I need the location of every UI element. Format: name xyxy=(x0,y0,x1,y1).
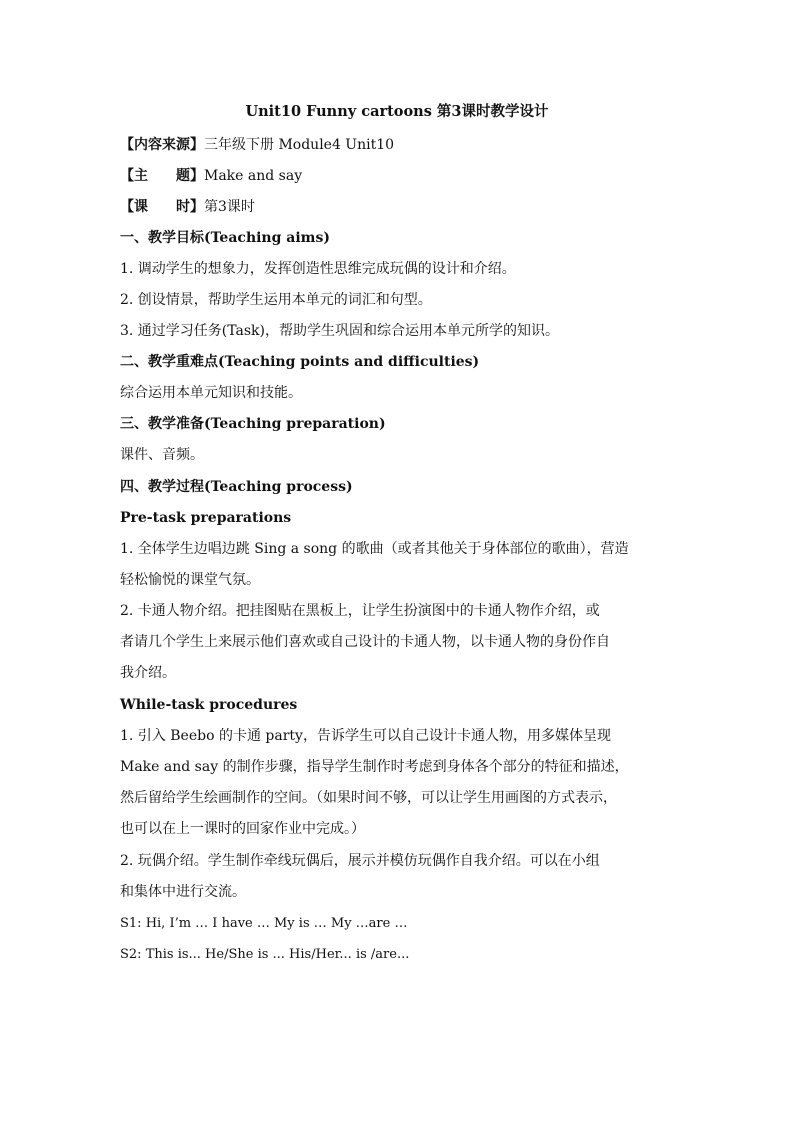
points-text: 综合运用本单元知识和技能。 xyxy=(120,385,302,401)
meta-period xyxy=(120,196,680,218)
meta-period-key-a: 【课 xyxy=(120,199,148,215)
aims-item-1: 1. 调动学生的想象力，发挥创造性思维完成玩偶的设计和介绍。 xyxy=(120,261,516,277)
dialog-line-s2: S2: This is... He/She is ... His/Her... is /are... xyxy=(120,947,410,962)
heading-preparation: 三、教学准备(Teaching preparation) xyxy=(120,416,386,432)
pre-task-item-1-line-1: 1. 全体学生边唱边跳 Sing a song 的歌曲（或者其他关于身体部位的歌曲），营造 xyxy=(120,541,629,557)
meta-source-value: 三年级下册 Module4 Unit10 xyxy=(204,137,395,153)
heading-process: 四、教学过程(Teaching process) xyxy=(120,479,353,495)
meta-source xyxy=(120,134,680,156)
heading-while-task: While-task procedures xyxy=(120,697,298,713)
while-task-item-2-line-2: 和集体中进行交流。 xyxy=(120,884,246,900)
pre-task-item-2-line-3: 我介绍。 xyxy=(120,665,176,681)
meta-topic xyxy=(120,165,680,187)
while-task-item-1-line-1: 1. 引入 Beebo 的卡通 party，告诉学生可以自己设计卡通人物，用多媒体呈现 xyxy=(120,728,611,744)
pre-task-item-1-line-2: 轻松愉悦的课堂气氛。 xyxy=(120,572,260,588)
while-task-item-1-line-4: 也可以在上一课时的回家作业中完成。） xyxy=(120,821,365,837)
meta-period-key-b: 时】 xyxy=(176,199,204,215)
aims-item-3: 3. 通过学习任务(Task)，帮助学生巩固和综合运用本单元所学的知识。 xyxy=(120,323,559,339)
while-task-item-2-line-1: 2. 玩偶介绍。学生制作牵线玩偶后，展示并模仿玩偶作自我介绍。可以在小组 xyxy=(120,853,600,869)
heading-pre-task: Pre-task preparations xyxy=(120,510,292,526)
meta-source-key: 【内容来源】 xyxy=(120,137,204,153)
dialog-line-s1: S1: Hi, I’m … I have … My is … My …are … xyxy=(120,916,408,931)
document-title: Unit10 Funny cartoons 第3课时教学设计 xyxy=(245,103,549,120)
meta-topic-key-a: 【主 xyxy=(120,168,148,184)
preparation-text: 课件、音频。 xyxy=(120,447,204,463)
meta-topic-key-b: 题】 xyxy=(176,168,204,184)
heading-points: 二、教学重难点(Teaching points and difficulties) xyxy=(120,354,480,370)
while-task-item-1-line-3: 然后留给学生绘画制作的空间。（如果时间不够，可以让学生用画图的方式表示， xyxy=(120,790,617,806)
while-task-item-1-line-2: Make and say 的制作步骤，指导学生制作时考虑到身体各个部分的特征和描述， xyxy=(120,759,629,775)
aims-item-2: 2. 创设情景，帮助学生运用本单元的词汇和句型。 xyxy=(120,292,432,308)
meta-period-value: 第3课时 xyxy=(204,199,255,215)
heading-aims: 一、教学目标(Teaching aims) xyxy=(120,230,330,246)
pre-task-item-2-line-1: 2. 卡通人物介绍。把挂图贴在黑板上，让学生扮演图中的卡通人物作介绍，或 xyxy=(120,603,600,619)
meta-topic-value: Make and say xyxy=(204,168,303,184)
pre-task-item-2-line-2: 者请几个学生上来展示他们喜欢或自己设计的卡通人物，以卡通人物的身份作自 xyxy=(120,634,610,650)
